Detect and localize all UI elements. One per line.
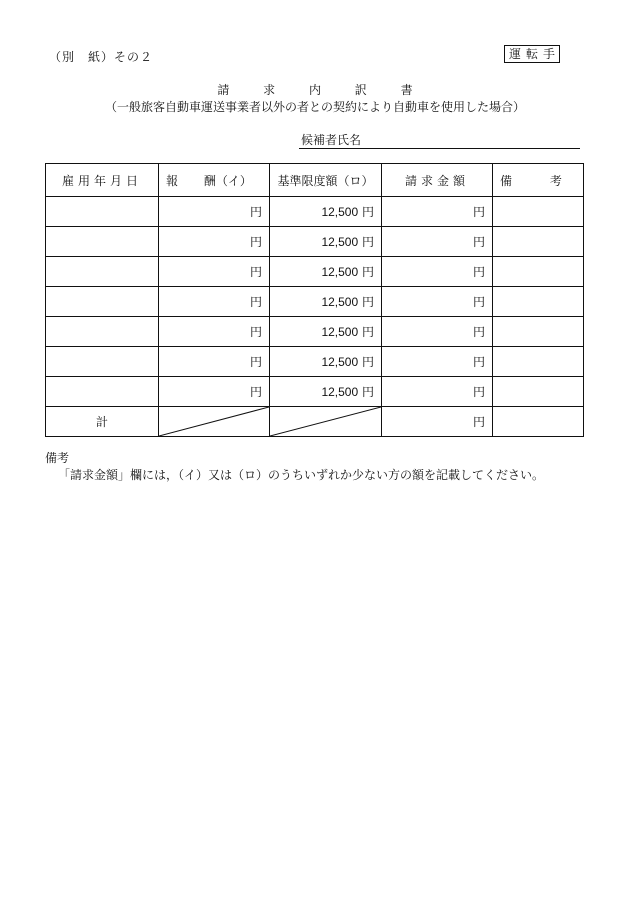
table-header-row [46,164,584,197]
yen-unit: 円 [472,385,485,399]
table-row [46,287,584,317]
header-limit-amount: 基準限度額（ロ） [270,164,382,197]
yen-unit: 円 [249,295,262,309]
limit-amount-cell [270,317,382,347]
yen-unit: 円 [361,265,374,279]
table-row [46,227,584,257]
form-number-label: （別 紙）その２ [49,50,154,64]
header-employment-date: 雇用年月日 [46,164,159,197]
employment-date-cell[interactable] [46,317,159,347]
yen-unit: 円 [361,295,374,309]
header-claim-amount: 請求金額 [382,164,493,197]
claim-amount-cell[interactable] [382,197,493,227]
yen-unit: 円 [249,205,262,219]
remuneration-cell[interactable] [159,257,270,287]
remarks-cell[interactable] [493,377,584,407]
limit-amount-value: 12,500 [321,295,359,309]
limit-amount-value: 12,500 [321,205,359,219]
claim-amount-cell[interactable] [382,377,493,407]
employment-date-cell[interactable] [46,347,159,377]
limit-amount-value: 12,500 [321,235,359,249]
yen-unit: 円 [472,205,485,219]
limit-amount-value: 12,500 [321,385,359,399]
limit-amount-value: 12,500 [321,355,359,369]
claim-amount-cell[interactable] [382,287,493,317]
total-label: 計 [46,407,159,437]
remarks-cell[interactable] [493,197,584,227]
employment-date-cell[interactable] [46,287,159,317]
table-row [46,257,584,287]
limit-amount-cell [270,347,382,377]
header-remuneration: 報 酬（イ） [159,164,270,197]
limit-amount-value: 12,500 [321,325,359,339]
claim-breakdown-table [45,163,584,437]
yen-unit: 円 [472,265,485,279]
document-title: 請 求 内 訳 書 [217,83,413,97]
remuneration-cell[interactable] [159,287,270,317]
remarks-cell[interactable] [493,257,584,287]
diagonal-strike [159,407,269,436]
document-subtitle: （一般旅客自動車運送事業者以外の者との契約により自動車を使用した場合） [104,100,525,114]
remarks-note: 「請求金額」欄には，（イ）又は（ロ）のうちいずれか少ない方の額を記載してください。 [58,468,545,482]
total-limit-cell-struck [270,407,382,437]
employment-date-cell[interactable] [46,257,159,287]
yen-unit: 円 [472,415,485,429]
total-claim-amount[interactable] [382,407,493,437]
yen-unit: 円 [472,325,485,339]
remuneration-cell[interactable] [159,317,270,347]
yen-unit: 円 [361,205,374,219]
limit-amount-cell [270,287,382,317]
remuneration-cell[interactable] [159,197,270,227]
employment-date-cell[interactable] [46,227,159,257]
claim-amount-cell[interactable] [382,227,493,257]
limit-amount-cell [270,257,382,287]
total-remarks[interactable] [493,407,584,437]
employment-date-cell[interactable] [46,377,159,407]
header-remarks: 備 考 [493,164,584,197]
remarks-cell[interactable] [493,287,584,317]
remuneration-cell[interactable] [159,377,270,407]
limit-amount-cell [270,197,382,227]
claim-amount-cell[interactable] [382,347,493,377]
table-row [46,197,584,227]
yen-unit: 円 [472,355,485,369]
diagonal-strike [270,407,381,436]
candidate-name-underline [299,148,580,149]
table-row [46,317,584,347]
remarks-heading: 備考 [45,451,70,465]
yen-unit: 円 [472,295,485,309]
remarks-cell[interactable] [493,317,584,347]
yen-unit: 円 [472,235,485,249]
employment-date-cell[interactable] [46,197,159,227]
yen-unit: 円 [361,385,374,399]
yen-unit: 円 [361,325,374,339]
yen-unit: 円 [361,355,374,369]
claim-amount-cell[interactable] [382,257,493,287]
remuneration-cell[interactable] [159,227,270,257]
claim-amount-cell[interactable] [382,317,493,347]
yen-unit: 円 [249,265,262,279]
remarks-cell[interactable] [493,347,584,377]
candidate-name-label: 候補者氏名 [301,133,362,147]
limit-amount-cell [270,377,382,407]
total-row [46,407,584,437]
total-remuneration-cell-struck [159,407,270,437]
yen-unit: 円 [249,235,262,249]
remarks-cell[interactable] [493,227,584,257]
yen-unit: 円 [249,325,262,339]
yen-unit: 円 [361,235,374,249]
table-row [46,377,584,407]
yen-unit: 円 [249,355,262,369]
role-box: 運転手 [504,45,560,63]
limit-amount-cell [270,227,382,257]
table-row [46,347,584,377]
limit-amount-value: 12,500 [321,265,359,279]
remuneration-cell[interactable] [159,347,270,377]
yen-unit: 円 [249,385,262,399]
